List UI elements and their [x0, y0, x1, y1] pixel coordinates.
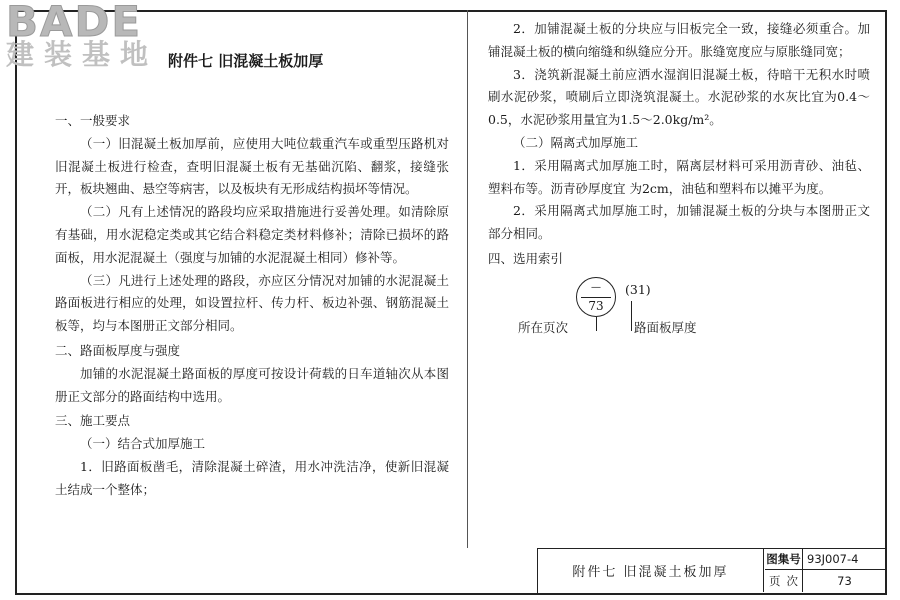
watermark-logo — [6, 2, 158, 70]
paragraph: 1．采用隔离式加厚施工时，隔离层材料可采用沥青砂、油毡、塑料布等。沥青砂厚度宜 为2cm，油毡和塑料布以摊平为度。 — [488, 157, 870, 196]
logo-chinese-text: 建装基地 — [6, 38, 159, 71]
index-circle-top: — — [591, 281, 601, 293]
left-text-column — [55, 108, 449, 502]
title-block — [537, 548, 887, 593]
paragraph: （二）凡有上述情况的路段均应采取措施进行妥善处理。如清除原有基础，用水泥稳定类或其它结合料稳定类材料修补；清除已损坏的路面板，用水泥混凝土（强度与加铺的水泥混凝土相同）修补等。 — [55, 204, 449, 265]
index-circle-divider — [581, 297, 611, 298]
page-number-value: 73 — [837, 574, 852, 588]
page-leader-line — [596, 317, 597, 331]
drawing-code: (31) — [625, 281, 651, 297]
section-heading: 一、一般要求 — [55, 113, 131, 128]
page-title: 附件七 旧混凝土板加厚 — [168, 52, 324, 70]
index-circle-number: 73 — [588, 298, 604, 313]
thickness-label: 路面板厚度 — [634, 319, 697, 335]
page-label-char-2: 次 — [786, 574, 798, 588]
paragraph: 加铺的水泥混凝土路面板的厚度可按设计荷载的日车道轴次从本图册正文部分的路面结构中选用。 — [55, 365, 449, 404]
right-text-column — [488, 18, 870, 343]
atlas-number-label: 图集号 — [765, 549, 803, 570]
thickness-leader-line — [631, 301, 632, 331]
index-symbol-figure — [488, 277, 870, 343]
column-divider — [467, 10, 468, 548]
logo-latin-text: BADE — [6, 0, 143, 46]
section-heading: 二、路面板厚度与强度 — [55, 342, 181, 358]
section-heading: 四、选用索引 — [488, 250, 564, 266]
page-label-char-1: 页 — [769, 574, 781, 588]
page-number-label — [765, 570, 803, 592]
index-circle — [576, 277, 616, 317]
paragraph: 1．旧路面板凿毛，清除混凝土碎渣，用水冲洗洁净，使新旧混凝土结成一个整体； — [55, 458, 449, 497]
paragraph: （三）凡进行上述处理的路段，亦应区分情况对加铺的水泥混凝土路面板进行相应的处理，如设置拉杆、传力杆、板边补强、钢筋混凝土板等，均与本图册正文部分相同。 — [55, 272, 449, 334]
atlas-number-value: 93J007-4 — [803, 549, 886, 570]
page-label: 所在页次 — [518, 319, 569, 335]
paragraph: 2．采用隔离式加厚施工时，加铺混凝土板的分块与本图册正文部分相同。 — [488, 203, 870, 242]
section-heading: 三、施工要点 — [55, 413, 131, 429]
title-block-name: 附件七 旧混凝土板加厚 — [538, 549, 764, 592]
paragraph: 3．浇筑新混凝土前应洒水湿润旧混凝土板，待暗干无积水时喷刷水泥砂浆，喷刷后立即浇筑混凝土。水泥砂浆的水灰比宜为0.4～0.5，水泥砂浆用量宜为1.5～2.0kg/m²。 — [488, 66, 870, 128]
paragraph: （一）旧混凝土板加厚前，应使用大吨位载重汽车或重型压路机对旧混凝土板进行检查，查明旧混凝土板有无基础沉陷、翻浆，接缝张开，板块翘曲、悬空等病害，以及板块有无形成结构损坏等情况。 — [55, 135, 449, 197]
subsection-heading: （一）结合式加厚施工 — [80, 436, 206, 452]
subsection-heading: （二）隔离式加厚施工 — [513, 134, 639, 150]
paragraph: 2．加铺混凝土板的分块应与旧板完全一致，接缝必须重合。加铺混凝土板的横向缩缝和纵缝应分开。胀缝宽度应与原胀缝同宽； — [488, 21, 870, 59]
